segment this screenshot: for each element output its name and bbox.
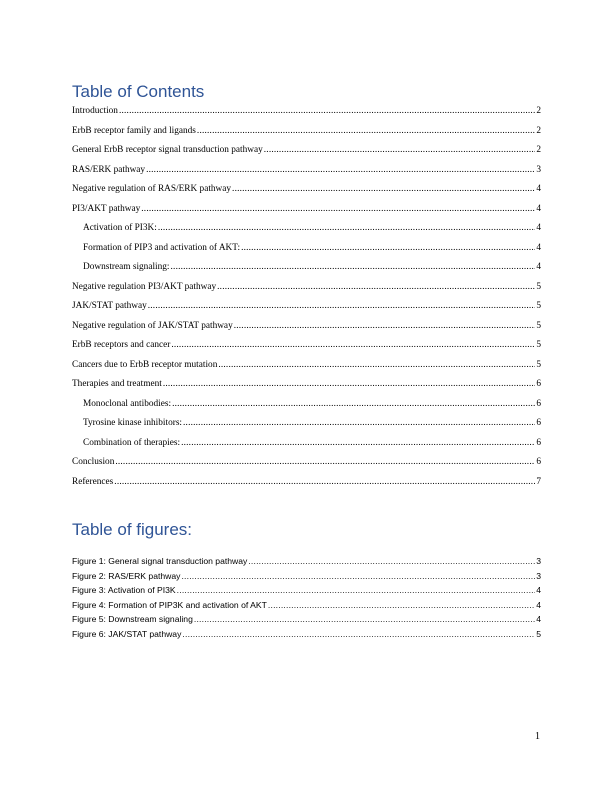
toc-entry-title: Conclusion	[72, 457, 115, 467]
dot-leader	[177, 584, 536, 597]
toc-entry[interactable]	[72, 142, 541, 162]
toc-entry-title: Introduction	[72, 106, 118, 116]
toc-entry[interactable]	[72, 474, 541, 494]
toc-entry[interactable]	[72, 259, 541, 279]
figure-entry-page: 3	[536, 556, 541, 566]
toc-entry-title: Cancers due to ErbB receptor mutation	[72, 359, 218, 370]
toc-entry-page: 4	[536, 184, 541, 194]
toc-entry-page: 5	[536, 320, 541, 331]
toc-entry-page: 5	[536, 281, 541, 292]
dot-leader	[232, 181, 535, 197]
toc-entry-page: 6	[536, 437, 541, 448]
toc-entry[interactable]	[72, 201, 541, 221]
toc-entry[interactable]	[72, 123, 541, 143]
figure-entry-title: Figure 3: Activation of PI3K	[72, 585, 176, 595]
toc-entry-title: Negative regulation of RAS/ERK pathway	[72, 184, 232, 194]
toc-entry-page: 6	[536, 379, 541, 389]
toc-entry-page: 6	[536, 418, 541, 428]
toc-entry-title: Therapies and treatment	[72, 379, 162, 389]
dot-leader	[146, 162, 535, 178]
toc-entry[interactable]	[72, 415, 541, 435]
toc-entry-page: 6	[536, 398, 541, 409]
toc-entry[interactable]	[72, 376, 541, 396]
dot-leader	[241, 240, 535, 256]
toc-entry[interactable]	[72, 357, 541, 377]
toc-entry-title: Activation of PI3K:	[83, 223, 157, 233]
dot-leader	[218, 357, 535, 373]
dot-leader	[148, 298, 536, 314]
toc-entry-title: ErbB receptor family and ligands	[72, 125, 196, 136]
toc-entry-title: Negative regulation of JAK/STAT pathway	[72, 320, 233, 331]
dot-leader	[172, 396, 535, 412]
table-of-figures-heading: Table of figures:	[72, 520, 193, 539]
toc-entry[interactable]	[72, 337, 541, 357]
figure-entry-page: 4	[536, 614, 541, 624]
dot-leader	[181, 435, 535, 451]
toc-entry[interactable]	[72, 435, 541, 455]
figure-entry-page: 5	[536, 628, 541, 639]
dot-leader	[158, 220, 535, 236]
page-number: 1	[535, 731, 540, 742]
dot-leader	[264, 142, 536, 158]
figure-entry[interactable]	[72, 628, 541, 643]
toc-entry[interactable]	[72, 240, 541, 260]
toc-entry-page: 6	[536, 457, 541, 467]
table-of-figures-list	[72, 555, 541, 642]
toc-entry-title: Combination of therapies:	[83, 437, 181, 448]
figure-entry[interactable]	[72, 613, 541, 628]
toc-entry-page: 7	[536, 476, 541, 487]
dot-leader	[119, 103, 535, 119]
toc-entry-title: Tyrosine kinase inhibitors:	[83, 418, 183, 428]
toc-entry[interactable]	[72, 454, 541, 474]
figure-entry-title: Figure 5: Downstream signaling	[72, 614, 193, 624]
dot-leader	[183, 415, 535, 431]
toc-entry-title: ErbB receptors and cancer	[72, 340, 171, 350]
toc-entry-page: 2	[536, 106, 541, 116]
figure-entry[interactable]	[72, 584, 541, 599]
figure-entry[interactable]	[72, 555, 541, 570]
toc-entry-page: 5	[536, 340, 541, 350]
toc-entry[interactable]	[72, 162, 541, 182]
toc-entry-title: JAK/STAT pathway	[72, 301, 147, 311]
dot-leader	[171, 259, 536, 275]
figure-entry-title: Figure 2: RAS/ERK pathway	[72, 570, 181, 581]
toc-entry-title: PI3/AKT pathway	[72, 203, 141, 214]
toc-entry-page: 5	[536, 359, 541, 370]
toc-entry-title: Downstream signaling:	[83, 262, 170, 272]
toc-list	[72, 103, 541, 493]
toc-entry[interactable]	[72, 298, 541, 318]
figure-entry-page: 4	[536, 585, 541, 595]
figure-entry-page: 3	[536, 570, 541, 581]
toc-entry[interactable]	[72, 103, 541, 123]
toc-entry[interactable]	[72, 318, 541, 338]
dot-leader	[141, 201, 535, 217]
dot-leader	[194, 613, 535, 626]
dot-leader	[182, 628, 535, 641]
figure-entry[interactable]	[72, 570, 541, 585]
dot-leader	[115, 454, 535, 470]
toc-entry-page: 2	[536, 125, 541, 136]
figure-entry[interactable]	[72, 599, 541, 614]
toc-entry-page: 4	[536, 262, 541, 272]
toc-entry[interactable]	[72, 279, 541, 299]
dot-leader	[234, 318, 536, 334]
figure-entry-title: Figure 4: Formation of PIP3K and activation of AKT	[72, 599, 267, 610]
toc-entry-page: 4	[536, 223, 541, 233]
dot-leader	[197, 123, 535, 139]
toc-entry-title: References	[72, 476, 114, 487]
dot-leader	[163, 376, 536, 392]
dot-leader	[268, 599, 535, 612]
figure-entry-title: Figure 1: General signal transduction pathway	[72, 556, 248, 566]
figure-entry-title: Figure 6: JAK/STAT pathway	[72, 628, 182, 639]
toc-entry[interactable]	[72, 396, 541, 416]
toc-entry[interactable]	[72, 181, 541, 201]
toc-entry-title: RAS/ERK pathway	[72, 164, 146, 175]
dot-leader	[171, 337, 535, 353]
toc-heading: Table of Contents	[72, 82, 205, 101]
dot-leader	[114, 474, 535, 490]
toc-entry-page: 5	[536, 301, 541, 311]
toc-entry-title: Monoclonal antibodies:	[83, 398, 172, 409]
toc-entry-page: 4	[536, 203, 541, 214]
toc-entry-page: 3	[536, 164, 541, 175]
toc-entry-page: 4	[536, 242, 541, 253]
toc-entry-title: General ErbB receptor signal transduction pathway	[72, 145, 263, 155]
figure-entry-page: 4	[536, 599, 541, 610]
dot-leader	[248, 555, 535, 568]
toc-entry-title: Formation of PIP3 and activation of AKT:	[83, 242, 241, 253]
toc-entry[interactable]	[72, 220, 541, 240]
dot-leader	[217, 279, 535, 295]
toc-entry-title: Negative regulation PI3/AKT pathway	[72, 281, 217, 292]
toc-entry-page: 2	[536, 145, 541, 155]
dot-leader	[181, 570, 535, 583]
